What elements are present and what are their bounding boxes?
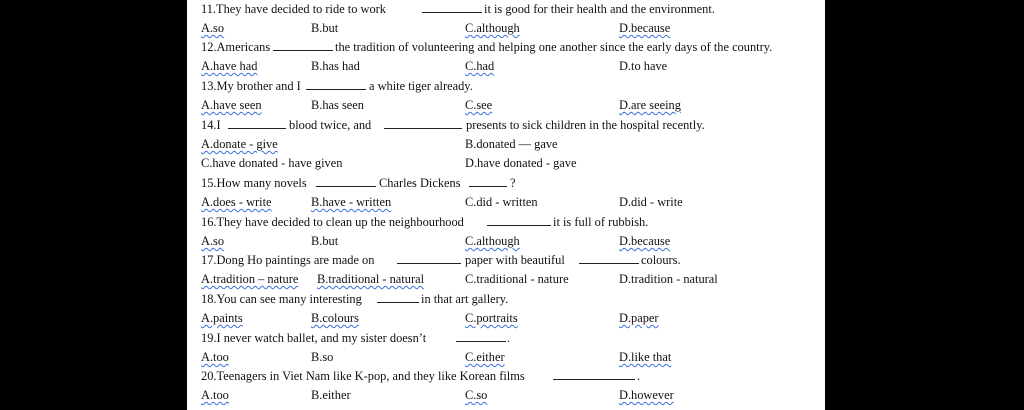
question-text: Charles Dickens (379, 176, 461, 190)
worksheet-page (187, 0, 825, 410)
question-text: 13.My brother and I (201, 79, 301, 93)
question-text: 15.How many novels (201, 176, 307, 190)
option-d[interactable]: D.did - write (619, 195, 683, 209)
option-c[interactable]: C.see (465, 98, 493, 112)
question-text: 16.They have decided to clean up the neighbourhood (201, 215, 464, 229)
option-b[interactable]: B.has had (311, 59, 360, 73)
question-text: blood twice, and (289, 118, 372, 132)
question-18 (201, 290, 821, 309)
question-text: 14.I (201, 118, 221, 132)
option-d[interactable]: D.because (619, 21, 671, 35)
option-c[interactable]: C.although (465, 21, 520, 35)
option-d[interactable]: D.have donated - gave (465, 156, 577, 170)
option-c[interactable]: C.did - written (465, 195, 538, 209)
question-text: 17.Dong Ho paintings are made on (201, 253, 375, 267)
question-15 (201, 174, 821, 193)
question-13 (201, 77, 821, 96)
question-text: ? (510, 176, 516, 190)
option-d[interactable]: D.paper (619, 311, 659, 325)
option-a[interactable]: A.donate - give (201, 137, 278, 151)
option-a[interactable]: A.too (201, 350, 229, 364)
option-b[interactable]: B.traditional - natural (317, 272, 425, 286)
option-c[interactable]: C.had (465, 59, 495, 73)
options-17 (201, 270, 821, 289)
question-20 (201, 367, 821, 386)
question-text: 18.You can see many interesting (201, 292, 362, 306)
question-17 (201, 251, 821, 270)
option-a[interactable]: A.tradition – nature (201, 272, 299, 286)
question-text: . (507, 331, 511, 345)
option-b[interactable]: B.but (311, 234, 339, 248)
option-c[interactable]: C.either (465, 350, 505, 364)
question-text: 11.They have decided to ride to work (201, 2, 386, 16)
option-c[interactable]: C.so (465, 388, 488, 402)
question-text: colours. (641, 253, 681, 267)
option-d[interactable]: D.to have (619, 59, 668, 73)
option-d[interactable]: D.like that (619, 350, 672, 364)
question-19 (201, 329, 821, 348)
question-16 (201, 213, 821, 232)
question-text: the tradition of volunteering and helping one another since the early days of the country. (335, 40, 773, 54)
question-text: it is full of rubbish. (553, 215, 649, 229)
options-11 (201, 19, 821, 38)
option-a[interactable]: A.too (201, 388, 229, 402)
option-a[interactable]: A.have seen (201, 98, 262, 112)
options-19 (201, 348, 821, 367)
question-text: it is good for their health and the environment. (484, 2, 715, 16)
question-text: in that art gallery. (421, 292, 509, 306)
options-13 (201, 96, 821, 115)
question-text: paper with beautiful (465, 253, 565, 267)
option-d[interactable]: D.are seeing (619, 98, 681, 112)
options-20 (201, 386, 821, 405)
question-text: a white tiger already. (369, 79, 473, 93)
options-14-row2 (201, 154, 821, 173)
option-a[interactable]: A.does - write (201, 195, 272, 209)
option-b[interactable]: B.have - written (311, 195, 392, 209)
question-text: 20.Teenagers in Viet Nam like K-pop, and they like Korean films (201, 369, 525, 383)
options-16 (201, 232, 821, 251)
option-d[interactable]: D.however (619, 388, 674, 402)
answer-blank (422, 0, 482, 19)
question-text: 19.I never watch ballet, and my sister doesn’t (201, 331, 427, 345)
option-b[interactable]: B.either (311, 388, 351, 402)
question-12 (201, 38, 821, 57)
option-b[interactable]: B.has seen (311, 98, 364, 112)
option-d[interactable]: D.tradition - natural (619, 272, 718, 286)
option-b[interactable]: B.but (311, 21, 339, 35)
option-b[interactable]: B.donated — gave (465, 137, 558, 151)
options-15 (201, 193, 821, 212)
option-a[interactable]: A.paints (201, 311, 243, 325)
option-c[interactable]: C.portraits (465, 311, 518, 325)
option-c[interactable]: C.traditional - nature (465, 272, 569, 286)
options-14-row1 (201, 135, 821, 154)
option-b[interactable]: B.so (311, 350, 334, 364)
option-d[interactable]: D.because (619, 234, 671, 248)
question-14 (201, 116, 821, 135)
option-a[interactable]: A.so (201, 21, 225, 35)
options-18 (201, 309, 821, 328)
question-11 (201, 0, 821, 19)
option-a[interactable]: A.so (201, 234, 225, 248)
option-c[interactable]: C.although (465, 234, 520, 248)
option-a[interactable]: A.have had (201, 59, 258, 73)
option-b[interactable]: B.colours (311, 311, 359, 325)
options-12 (201, 57, 821, 76)
question-text: 12.Americans (201, 40, 271, 54)
question-text: . (637, 369, 641, 383)
option-c[interactable]: C.have donated - have given (201, 156, 343, 170)
question-text: presents to sick children in the hospital recently. (466, 118, 705, 132)
